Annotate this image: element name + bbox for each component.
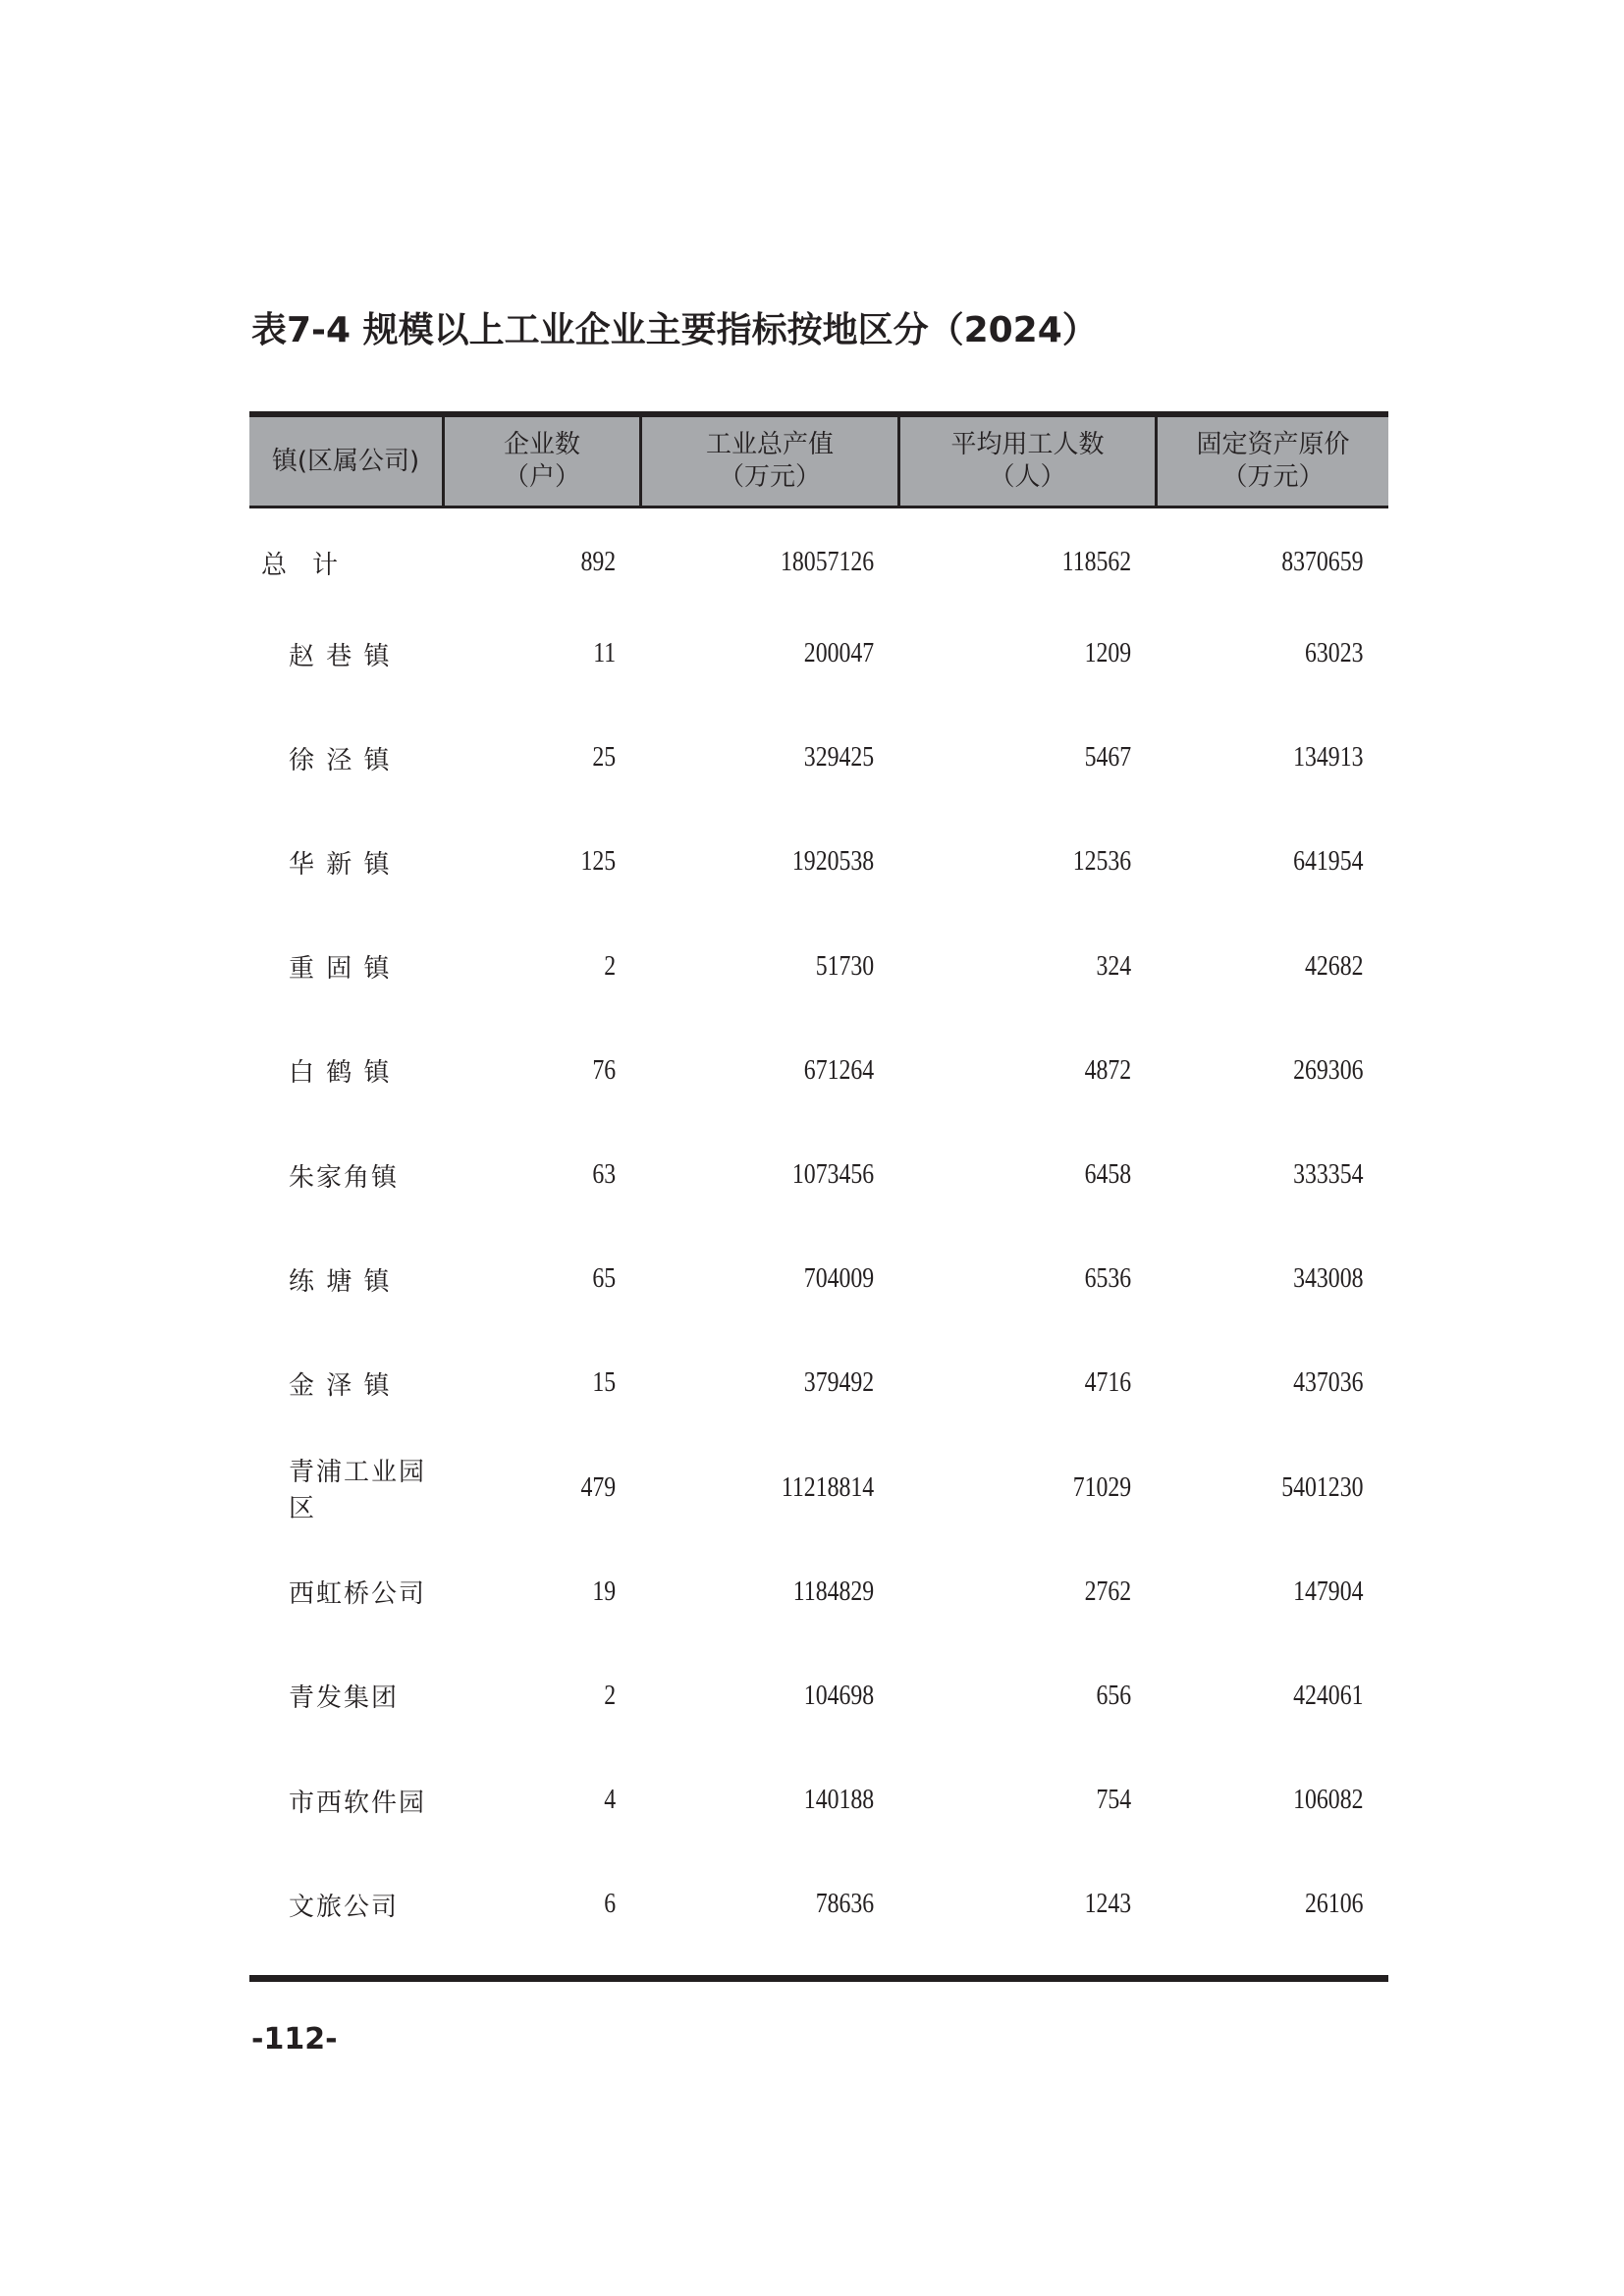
header-fixed-assets-label: 固定资产原价 [1196,430,1350,459]
fixed-assets-value: 26106 [1305,1889,1364,1920]
header-enterprises [442,417,639,506]
fixed-assets-value: 8370659 [1281,547,1364,577]
enterprises-value: 125 [580,846,617,878]
enterprises-value: 892 [580,547,617,577]
output-value: 329425 [803,742,875,774]
employees-value: 324 [1096,950,1132,982]
row-name: 青发集团 [289,1683,400,1714]
table-row [249,706,1388,810]
employees-value: 6536 [1084,1263,1132,1295]
table-row [249,1019,1388,1123]
page-number: -112- [251,2022,338,2056]
bottom-rule [249,1975,1388,1982]
output-value: 1184829 [792,1575,875,1607]
row-name: 文旅公司 [289,1892,400,1922]
enterprises-value: 479 [580,1471,617,1503]
total-row [249,523,1388,602]
fixed-assets-value: 106082 [1293,1785,1364,1816]
fixed-assets-value: 333354 [1293,1159,1364,1191]
fixed-assets-value: 42682 [1305,950,1364,982]
output-value: 200047 [803,638,875,669]
table-row [249,810,1388,914]
header-output-unit: （万元） [718,462,821,492]
row-name: 白 鹤 镇 [289,1058,392,1089]
table-row [249,915,1388,1019]
row-name: 练 塘 镇 [289,1266,392,1297]
table-row [249,1852,1388,1956]
enterprises-value: 2 [604,950,617,982]
enterprises-value: 76 [592,1054,617,1086]
data-table [249,411,1388,1956]
row-name: 总 计 [261,550,339,580]
employees-value: 754 [1096,1785,1132,1816]
fixed-assets-value: 147904 [1293,1575,1364,1607]
output-value: 18057126 [781,547,875,577]
output-value: 51730 [815,950,875,982]
table-row [249,1540,1388,1644]
fixed-assets-value: 437036 [1293,1367,1364,1399]
header-fixed-assets [1155,417,1388,506]
fixed-assets-value: 641954 [1293,846,1364,878]
row-name: 青浦工业园区 [289,1457,427,1523]
employees-value: 71029 [1072,1471,1132,1503]
row-name: 徐 泾 镇 [289,745,392,775]
table-row [249,1227,1388,1331]
employees-value: 2762 [1084,1575,1132,1607]
enterprises-value: 63 [592,1159,617,1191]
output-value: 78636 [815,1889,875,1920]
employees-value: 4872 [1084,1054,1132,1086]
enterprises-value: 19 [592,1575,617,1607]
employees-value: 656 [1096,1680,1132,1711]
output-value: 140188 [803,1785,875,1816]
fixed-assets-value: 5401230 [1281,1471,1364,1503]
table-header [249,417,1388,508]
row-name: 重 固 镇 [289,954,392,985]
fixed-assets-value: 63023 [1305,638,1364,669]
table-body [249,523,1388,1956]
header-town [249,417,442,506]
row-name: 赵 巷 镇 [289,641,392,671]
output-value: 11218814 [781,1471,875,1503]
fixed-assets-value: 343008 [1293,1263,1364,1295]
header-employees-unit: （人） [989,462,1066,492]
enterprises-value: 2 [604,1680,617,1711]
employees-value: 12536 [1072,846,1132,878]
output-value: 671264 [803,1054,875,1086]
employees-value: 118562 [1061,547,1132,577]
output-value: 104698 [803,1680,875,1711]
header-output [639,417,897,506]
table-row [249,602,1388,706]
enterprises-value: 15 [592,1367,617,1399]
row-name: 华 新 镇 [289,849,392,880]
enterprises-value: 65 [592,1263,617,1295]
header-enterprises-unit: （户） [503,462,580,492]
employees-value: 5467 [1084,742,1132,774]
header-output-label: 工业总产值 [705,430,834,459]
row-name: 市西软件园 [289,1788,427,1818]
output-value: 1073456 [791,1159,875,1191]
output-value: 379492 [803,1367,875,1399]
enterprises-value: 25 [592,742,617,774]
employees-value: 1209 [1084,638,1132,669]
fixed-assets-value: 269306 [1293,1054,1364,1086]
enterprises-value: 6 [604,1889,617,1920]
enterprises-value: 11 [593,638,617,669]
row-name: 朱家角镇 [289,1162,400,1193]
header-enterprises-label: 企业数 [503,430,580,459]
employees-value: 1243 [1084,1889,1132,1920]
table-row [249,1748,1388,1852]
header-employees-label: 平均用工人数 [950,430,1105,459]
employees-value: 6458 [1084,1159,1132,1191]
header-town-label: 镇(区属公司) [271,446,420,476]
output-value: 704009 [803,1263,875,1295]
table-row [249,1331,1388,1435]
table-row [249,1436,1388,1540]
table-row [249,1644,1388,1748]
row-name: 西虹桥公司 [289,1579,427,1610]
table-title: 表7-4 规模以上工业企业主要指标按地区分（2024） [251,310,1098,350]
enterprises-value: 4 [604,1785,617,1816]
row-name: 金 泽 镇 [289,1370,392,1401]
table-row [249,1123,1388,1227]
header-fixed-assets-unit: （万元） [1221,462,1325,492]
output-value: 1920538 [791,846,875,878]
fixed-assets-value: 134913 [1293,742,1364,774]
fixed-assets-value: 424061 [1293,1680,1364,1711]
employees-value: 4716 [1084,1367,1132,1399]
header-employees [897,417,1155,506]
